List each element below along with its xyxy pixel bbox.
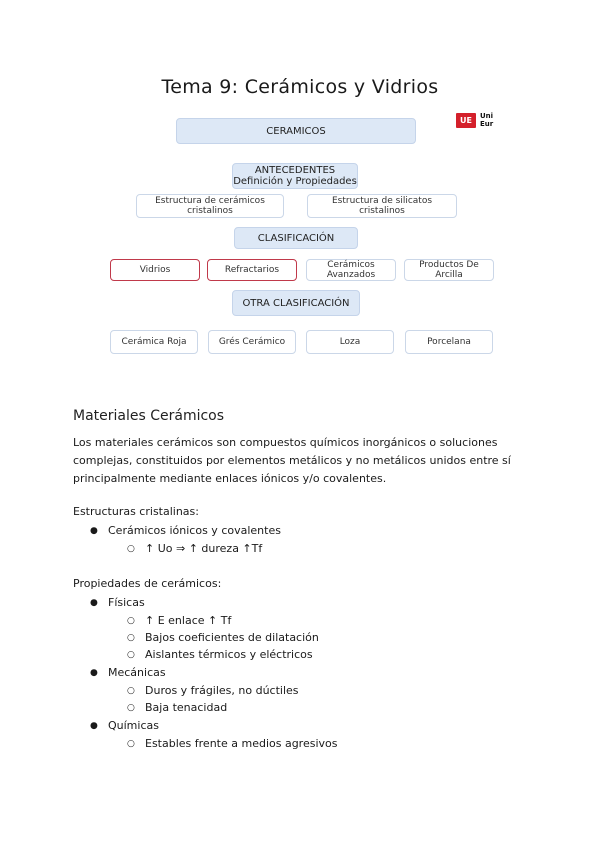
sub-bullet-icon: ○ <box>127 616 135 626</box>
list-item: Duros y frágiles, no dúctiles <box>145 684 299 697</box>
list-item-mecanicas: Mecánicas <box>108 666 166 679</box>
list-item: Bajos coeficientes de dilatación <box>145 631 319 644</box>
bullet-icon: ● <box>90 598 98 608</box>
diagram-node-loza: Loza <box>306 330 394 354</box>
diagram-node-porcelana: Porcelana <box>405 330 493 354</box>
diagram-node-clasificacion: CLASIFICACIÓN <box>234 227 358 249</box>
sub-bullet-icon: ○ <box>127 686 135 696</box>
sub-bullet-icon: ○ <box>127 703 135 713</box>
sub-bullet-icon: ○ <box>127 633 135 643</box>
list-item: ↑ E enlace ↑ Tf <box>145 614 232 627</box>
sub-bullet-icon: ○ <box>127 739 135 749</box>
list-item: Cerámicos iónicos y covalentes <box>108 524 281 537</box>
list-item: Estables frente a medios agresivos <box>145 737 338 750</box>
diagram-node-vidrios: Vidrios <box>110 259 200 281</box>
estructuras-label: Estructuras cristalinas: <box>73 505 199 518</box>
diagram-node-ceramica-roja: Cerámica Roja <box>110 330 198 354</box>
diagram-node-antecedentes: ANTECEDENTES Definición y Propiedades <box>233 165 357 187</box>
bullet-icon: ● <box>90 526 98 536</box>
logo-mark: UE <box>456 113 476 128</box>
bullet-icon: ● <box>90 721 98 731</box>
list-item: Aislantes térmicos y eléctricos <box>145 648 313 661</box>
diagram-node-ceramicos: CERAMICOS <box>176 118 416 144</box>
diagram-node-otra-clasificacion: OTRA CLASIFICACIÓN <box>232 290 360 316</box>
diagram-node-estructura-ceramicos: Estructura de cerámicos cristalinos <box>136 194 284 218</box>
list-item: ↑ Uo ⇒ ↑ dureza ↑Tf <box>145 542 263 555</box>
section-heading: Materiales Cerámicos <box>73 408 225 424</box>
logo-text: Uni Eur <box>480 112 494 128</box>
propiedades-label: Propiedades de cerámicos: <box>73 577 222 590</box>
diagram-node-ceramicos-avanzados: Cerámicos Avanzados <box>306 259 396 281</box>
list-item-fisicas: Físicas <box>108 596 145 609</box>
bullet-icon: ● <box>90 668 98 678</box>
university-logo <box>456 112 500 130</box>
diagram-node-refractarios: Refractarios <box>207 259 297 281</box>
list-item: Baja tenacidad <box>145 701 228 714</box>
intro-paragraph: Los materiales cerámicos son compuestos químicos inorgánicos o soluciones complejas, constituidos por elementos metálicos y no metálicos unidos entre sí principalmente mediante enlaces iónicos y/o covalentes. <box>73 436 511 485</box>
page-title: Tema 9: Cerámicos y Vidrios <box>161 76 439 98</box>
diagram-node-gres-ceramico: Grés Cerámico <box>208 330 296 354</box>
list-item-quimicas: Químicas <box>108 719 159 732</box>
diagram-node-estructura-silicatos: Estructura de silicatos cristalinos <box>307 194 457 218</box>
sub-bullet-icon: ○ <box>127 650 135 660</box>
sub-bullet-icon: ○ <box>127 544 135 554</box>
diagram-node-productos-arcilla: Productos De Arcilla <box>404 259 494 281</box>
